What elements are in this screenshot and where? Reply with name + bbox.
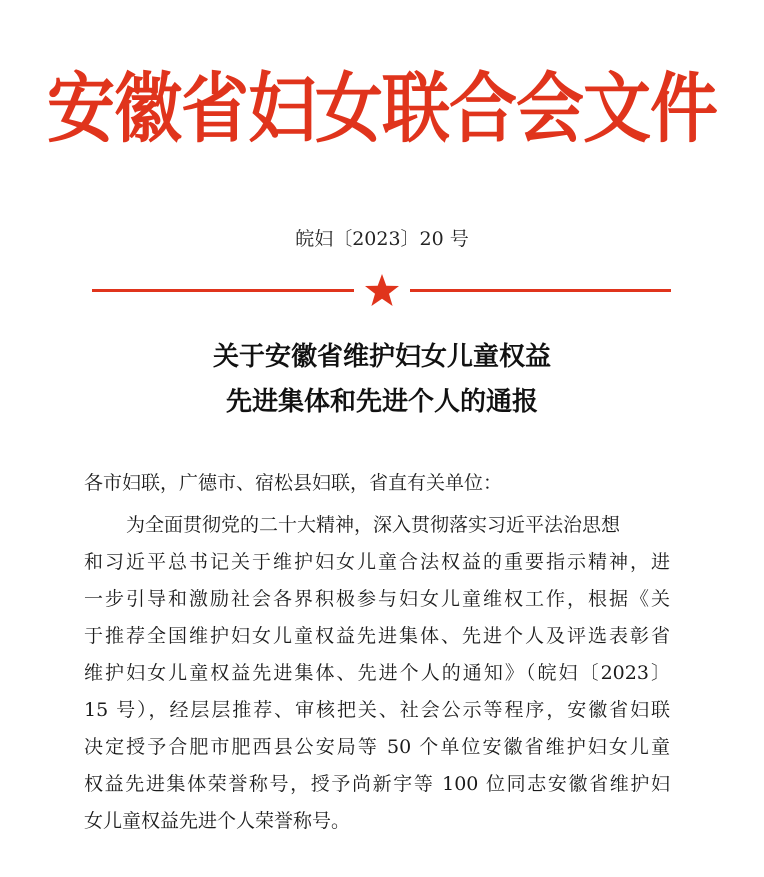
document-number: 皖妇〔2023〕20 号 (295, 228, 469, 250)
document-title-line-1: 关于安徽省维护妇女儿童权益 (212, 342, 551, 372)
red-divider-left (92, 289, 354, 292)
body-line: 于推荐全国维护妇女儿童权益先进集体、先进个人及评选表彰省 (84, 625, 670, 647)
body-line: 女儿童权益先进个人荣誉称号。 (84, 810, 351, 832)
body-line: 权益先进集体荣誉称号，授予尚新宇等 100 位同志安徽省维护妇 (84, 773, 670, 795)
body-line: 决定授予合肥市肥西县公安局等 50 个单位安徽省维护妇女儿童 (84, 736, 670, 758)
body-line: 15 号），经层层推荐、审核把关、社会公示等程序，安徽省妇联 (84, 699, 670, 721)
body-line: 为全面贯彻党的二十大精神，深入贯彻落实习近平法治思想 (126, 514, 621, 536)
salutation: 各市妇联，广德市、宿松县妇联，省直有关单位： (84, 472, 503, 494)
document-header-title: 安徽省妇女联合会文件 (46, 64, 717, 154)
body-line: 一步引导和激励社会各界积极参与妇女儿童维权工作，根据《关 (84, 588, 670, 610)
body-line: 维护妇女儿童权益先进集体、先进个人的通知》（皖妇〔2023〕 (84, 662, 670, 684)
star-icon (364, 273, 400, 307)
red-divider-right (410, 289, 671, 292)
document-title-line-2: 先进集体和先进个人的通报 (225, 387, 538, 417)
body-line: 和习近平总书记关于维护妇女儿童合法权益的重要指示精神，进 (84, 551, 670, 573)
